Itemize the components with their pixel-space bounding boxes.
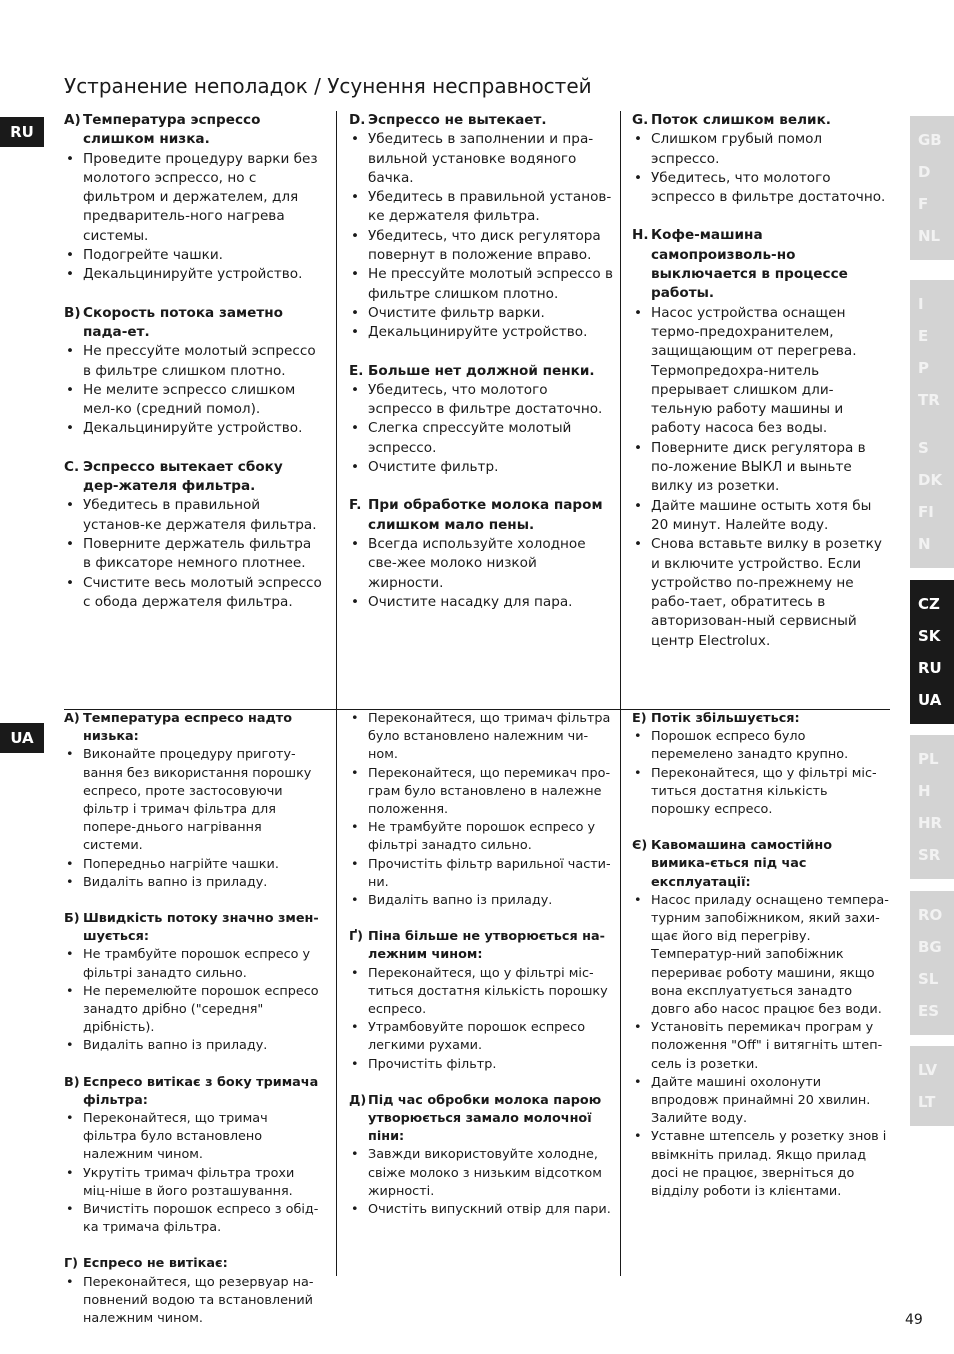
ru-column-3 [620, 111, 890, 709]
ua-column-2 [336, 710, 619, 1276]
list-item: • Видаліть вапно із приладу. [64, 1037, 322, 1055]
list-item: • Укрутіть тримач фільтра трохи міц-ніше в його розташування. [64, 1165, 322, 1201]
list-item: • Переконайтеся, що тримач фільтра було встановлено належним чи-ном. [349, 710, 615, 765]
list-item: • Прочистіть фільтр. [349, 1056, 615, 1074]
lang-tab-n[interactable]: N [918, 535, 931, 553]
section-title: Поток слишком велик. [651, 112, 831, 128]
bullet-list [349, 130, 615, 342]
section-letter: H. [632, 227, 649, 244]
lang-tab-sl[interactable]: SL [918, 970, 939, 988]
section-title: Эспрессо не вытекает. [368, 112, 547, 128]
list-item: • Не трамбуйте порошок еспресо у фільтрі занадто сильно. [349, 819, 615, 855]
section-letter: В) [64, 1074, 80, 1090]
section-heading [632, 226, 890, 303]
section-heading [349, 1092, 615, 1147]
section-letter: A) [64, 112, 81, 128]
list-item: • Убедитесь в заполнении и пра-вильной установке водяного бачка. [349, 130, 615, 188]
section-letter: C. [64, 458, 80, 475]
list-item: • Счистите весь молотый эспрессо с обода держателя фильтра. [64, 574, 322, 613]
ua-column-1 [64, 710, 326, 1327]
list-item: • Насос приладу оснащено темпера-турним запобіжником, який захи-щає його від перегріву. Температур-ний запобіжник перериває роботу машини, якщо вона експлуатується занадто довго або насос працює без води. [632, 892, 890, 1019]
list-item: • Слишком грубый помол эспрессо. [632, 130, 890, 169]
section-letter: Ґ) [349, 929, 364, 945]
section-title: Температура эспрессо слишком низка. [83, 112, 261, 148]
list-item: • Очистите фильтр варки. [349, 304, 615, 323]
section-title: Кофе-машина самопроизволь-но выключается в процессе работы. [651, 227, 848, 302]
section-heading [632, 710, 890, 728]
list-item: • Декальцинируйте устройство. [349, 323, 615, 342]
list-item: • Переконайтеся, що перемикач про-грам було встановлено в належне положення. [349, 765, 615, 820]
list-item: • Видаліть вапно із приладу. [349, 892, 615, 910]
section-title: При обработке молока паром слишком мало пены. [368, 497, 603, 533]
section-letter: F. [349, 497, 362, 514]
section-letter: E. [349, 362, 364, 379]
bullet-list [349, 1146, 615, 1219]
section-letter: Є) [632, 838, 648, 854]
section-letter: A) [64, 711, 80, 726]
bullet-list [64, 746, 322, 892]
bullet-list [349, 965, 615, 1074]
list-item: • Прочистіть фільтр варильної части-ни. [349, 856, 615, 892]
lang-tab-f[interactable]: F [918, 195, 929, 213]
section-letter: Б) [64, 911, 80, 927]
list-item: • Убедитесь, что молотого эспрессо в фильтре достаточно. [349, 381, 615, 420]
section-heading [349, 496, 615, 535]
troubleshooting-section [349, 928, 615, 1074]
list-item: • Утрамбовуйте порошок еспресо легкими рухами. [349, 1019, 615, 1055]
troubleshooting-section [64, 1074, 322, 1238]
lang-tab-cz[interactable]: CZ [918, 595, 940, 613]
list-item: • Виконайте процедуру приготу-вання без використання порошку еспресо, проте застосовуючи фільтр і тримач фільтра для попере-днього нагрівання системи. [64, 746, 322, 855]
lang-tab-group [910, 116, 954, 260]
section-heading [349, 928, 615, 964]
list-item: • Убедитесь в правильной установ-ке держателя фильтра. [349, 188, 615, 227]
lang-tab-lt[interactable]: LT [918, 1093, 936, 1111]
list-item: • Переконайтеся, що тримач фільтра було встановлено належним чином. [64, 1110, 322, 1165]
section-heading [349, 111, 615, 130]
section-heading [632, 111, 890, 130]
lang-tab-fi[interactable]: FI [918, 503, 934, 521]
list-item: • Не перемелюйте порошок еспресо занадто дрібно ("середня" дрібність). [64, 983, 322, 1038]
troubleshooting-section [632, 111, 890, 207]
list-item: • Декальцинируйте устройство. [64, 419, 322, 438]
section-title: Больше нет должной пенки. [368, 362, 595, 379]
list-item: • Переконайтеся, що у фільтрі міс-титься достатня кількість порошку еспресо. [632, 765, 890, 820]
list-item: • Насос устройства оснащен термо-предохранителем, защищающим от перегрева. Термопредохра-нитель прерывает слишком дли-тельную работу машины и работу насоса без воды. [632, 304, 890, 439]
lang-tab-sr[interactable]: SR [918, 846, 941, 864]
section-heading [64, 910, 322, 946]
ru-column-1 [64, 111, 326, 709]
troubleshooting-section [64, 910, 322, 1056]
section-title: Эспрессо вытекает сбоку дер-жателя фильтра. [83, 458, 283, 495]
lang-tab-lv[interactable]: LV [918, 1061, 938, 1079]
section-heading [64, 1255, 322, 1273]
troubleshooting-section [632, 226, 890, 651]
troubleshooting-section [64, 710, 322, 892]
list-item: • Дайте машине остыть хотя бы 20 минут. Налейте воду. [632, 497, 890, 536]
list-item: • Вичистіть порошок еспресо з обід-ка тримача фільтра. [64, 1201, 322, 1237]
bullet-list [64, 1274, 322, 1329]
lang-tab-dk[interactable]: DK [918, 471, 943, 489]
troubleshooting-section [64, 304, 322, 439]
lang-tab-tr[interactable]: TR [918, 391, 940, 409]
lang-tab-group [910, 1046, 954, 1126]
troubleshooting-section [64, 458, 322, 612]
section-heading [64, 1074, 322, 1110]
troubleshooting-section [349, 496, 615, 612]
list-item: • Убедитесь, что диск регулятора повернут в положение вправо. [349, 227, 615, 266]
lang-badge-ru: RU [0, 117, 44, 147]
bullet-list [64, 150, 322, 285]
bullet-list [64, 946, 322, 1055]
section-heading [64, 458, 322, 497]
section-title: Скорость потока заметно пада-ет. [83, 304, 283, 340]
list-item: • Снова вставьте вилку в розетку и включите устройство. Если устройство по-прежнему не рабо-тает, обратитесь в авторизован-ный сервисный центр Electrolux. [632, 535, 890, 651]
lang-tab-group [910, 580, 954, 724]
list-item: • Порошок еспресо було перемелено занадто крупно. [632, 728, 890, 764]
troubleshooting-section [64, 1255, 322, 1328]
section-title: Еспресо не витікає: [83, 1256, 228, 1272]
page-title: Устранение неполадок / Усунення несправностей [64, 74, 592, 98]
list-item: • Очистіть випускний отвір для пари. [349, 1201, 615, 1219]
lang-tab-group [910, 891, 954, 1035]
section-title: Швидкість потоку значно змен-шується: [83, 911, 319, 945]
list-item: • Очистите фильтр. [349, 458, 615, 477]
section-title: Кавомашина самостійно вимика-ється під час експлуатації: [651, 838, 833, 890]
list-item: • Не прессуйте молотый эспрессо в фильтре слишком плотно. [349, 265, 615, 304]
troubleshooting-section [349, 710, 615, 910]
list-item: • Не прессуйте молотый эспрессо в фильтре слишком плотно. [64, 342, 322, 381]
lang-tab-i[interactable]: I [918, 295, 924, 313]
section-letter: Д) [349, 1092, 367, 1108]
bullet-list [64, 342, 322, 438]
lang-tab-d[interactable]: D [918, 163, 931, 181]
troubleshooting-section [349, 111, 615, 343]
lang-tab-sk[interactable]: SK [918, 627, 941, 645]
section-heading [349, 362, 615, 381]
bullet-list [632, 728, 890, 819]
bullet-list [632, 892, 890, 1201]
bullet-list [64, 496, 322, 612]
section-letter: Г) [64, 1256, 79, 1272]
list-item: • Дайте машині охолонути впродовж принаймні 20 хвилин. Залийте воду. [632, 1074, 890, 1129]
troubleshooting-section [349, 1092, 615, 1219]
list-item: • Подогрейте чашки. [64, 246, 322, 265]
section-letter: D. [349, 112, 366, 128]
list-item: • Убедитесь в правильной установ-ке держателя фильтра. [64, 496, 322, 535]
section-title: Еспресо витікає з боку тримача фільтра: [83, 1074, 319, 1108]
lang-tab-e[interactable]: E [918, 327, 929, 345]
lang-tab-p[interactable]: P [918, 359, 929, 377]
lang-tab-ru[interactable]: RU [918, 659, 942, 677]
troubleshooting-section [349, 362, 615, 478]
lang-tab-es[interactable]: ES [918, 1002, 940, 1020]
section-letter: G. [632, 112, 649, 128]
list-item: • Переконайтеся, що у фільтрі міс-титься достатня кількість порошку еспресо. [349, 965, 615, 1020]
lang-tab-h[interactable]: H [918, 782, 931, 800]
lang-tab-gb[interactable]: GB [918, 131, 942, 149]
ua-column-3 [620, 710, 890, 1276]
bullet-list [64, 1110, 322, 1237]
lang-tab-group [910, 735, 954, 879]
lang-tab-nl[interactable]: NL [918, 227, 941, 245]
lang-badge-ua: UA [0, 723, 44, 753]
list-item: • Установіть перемикач програм у положення "Off" і витягніть штеп-сель із розетки. [632, 1019, 890, 1074]
list-item: • Уставне штепсель у розетку знов і ввімкніть прилад. Якщо прилад досі не працює, зверніться до відділу роботи із клієнтами. [632, 1128, 890, 1201]
bullet-list [632, 130, 890, 207]
list-item: • Проведите процедуру варки без молотого эспрессо, но с фильтром и держателем, для предваритель-ного нагрева системы. [64, 150, 322, 246]
section-title: Під час обробки молока парою утворюється замало молочної піни: [368, 1092, 602, 1145]
section-heading [632, 837, 890, 892]
list-item: • Слегка спрессуйте молотый эспрессо. [349, 419, 615, 458]
section-letter: B) [64, 304, 81, 321]
troubleshooting-section [632, 710, 890, 819]
list-item: • Не трамбуйте порошок еспресо у фільтрі занадто сильно. [64, 946, 322, 982]
lang-tab-group [910, 424, 954, 568]
section-title: Піна більше не утворюється на-лежним чином: [368, 929, 605, 963]
bullet-list [349, 535, 615, 612]
section-heading [64, 710, 322, 746]
list-item: • Завжди використовуйте холодне, свіже молоко з низьким відсотком жирності. [349, 1146, 615, 1201]
list-item: • Убедитесь, что молотого эспрессо в фильтре достаточно. [632, 169, 890, 208]
lang-tab-bg[interactable]: BG [918, 938, 942, 956]
lang-tab-ro[interactable]: RO [918, 906, 943, 924]
section-title: Потік збільшується: [651, 711, 800, 726]
bullet-list [349, 381, 615, 477]
troubleshooting-section [64, 111, 322, 285]
list-item: • Поверните держатель фильтра в фиксаторе немного плотнее. [64, 535, 322, 574]
lang-tab-group [910, 280, 954, 424]
section-title: Температура еспресо надто низька: [83, 711, 292, 745]
lang-tab-hr[interactable]: HR [918, 814, 943, 832]
list-item: • Переконайтеся, що резервуар на-повнений водою та встановлений належним чином. [64, 1274, 322, 1329]
section-heading [64, 111, 322, 150]
list-item: • Всегда используйте холодное све-жее молоко низкой жирности. [349, 535, 615, 593]
list-item: • Очистите насадку для пара. [349, 593, 615, 612]
ru-column-2 [336, 111, 619, 709]
lang-tab-pl[interactable]: PL [918, 750, 939, 768]
list-item: • Поверните диск регулятора в по-ложение ВЫКЛ и выньте вилку из розетки. [632, 439, 890, 497]
list-item: • Видаліть вапно із приладу. [64, 874, 322, 892]
list-item: • Не мелите эспрессо слишком мел-ко (средний помол). [64, 381, 322, 420]
troubleshooting-section [632, 837, 890, 1201]
section-heading [64, 304, 322, 343]
list-item: • Попередньо нагрійте чашки. [64, 856, 322, 874]
lang-tab-s[interactable]: S [918, 439, 929, 457]
lang-tab-ua[interactable]: UA [918, 691, 942, 709]
bullet-list [632, 304, 890, 651]
list-item: • Декальцинируйте устройство. [64, 265, 322, 284]
page-number: 49 [905, 1312, 923, 1328]
section-letter: E) [632, 711, 647, 726]
bullet-list [349, 710, 615, 910]
